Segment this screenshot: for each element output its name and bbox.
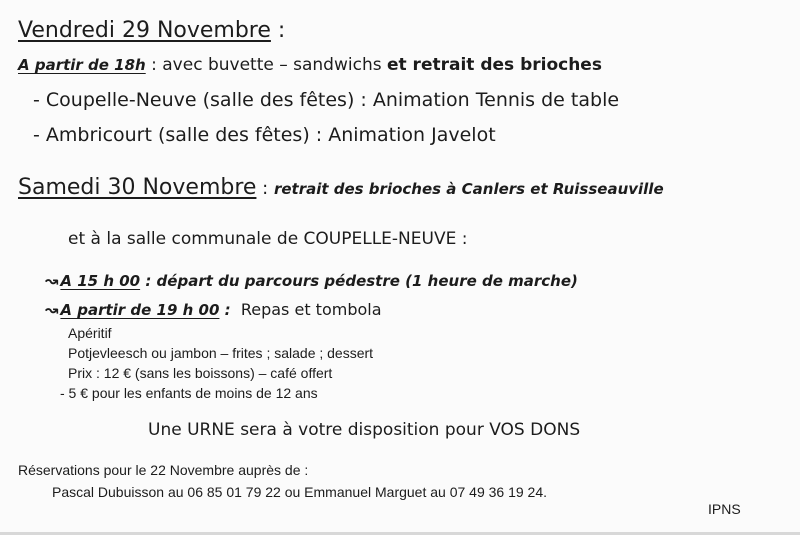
friday-item-1-dash: - xyxy=(33,89,46,111)
friday-item-1 xyxy=(33,89,619,111)
friday-item-1-text: Coupelle-Neuve (salle des fêtes) : Animation Tennis de table xyxy=(45,89,620,111)
meal-colon: : xyxy=(219,301,231,319)
friday-item-2 xyxy=(33,124,496,146)
menu-item-price: Prix : 12 € (sans les boissons) – café offert xyxy=(68,365,333,381)
saturday-heading-colon: : xyxy=(256,178,274,199)
meal-desc: Repas et tombola xyxy=(240,300,382,319)
menu-item-children-price: - 5 € pour les enfants de moins de 12 ans xyxy=(60,385,318,401)
saturday-heading-line xyxy=(18,175,664,200)
friday-heading-colon: : xyxy=(270,18,286,43)
menu-item-meal: Potjevleesch ou jambon – frites ; salade ; dessert xyxy=(68,345,374,361)
friday-item-2-text: Ambricourt (salle des fêtes) : Animation Javelot xyxy=(45,124,496,146)
friday-heading: Vendredi 29 Novembre xyxy=(18,18,271,43)
saturday-heading: Samedi 30 Novembre xyxy=(18,175,257,200)
saturday-venue: et à la salle communale de COUPELLE-NEUVE : xyxy=(68,229,468,249)
saturday-desc: retrait des brioches à Canlers et Ruisseauville xyxy=(273,180,664,198)
friday-time: A partir de 18h xyxy=(18,56,146,74)
friday-desc-prefix: : avec buvette – sandwichs xyxy=(145,55,387,75)
urne-notice: Une URNE sera à votre disposition pour VOS DONS xyxy=(148,420,581,440)
bullet-arrow-icon: ↝ xyxy=(45,300,59,319)
footer-ipns: IPNS xyxy=(708,501,741,517)
friday-heading-line xyxy=(18,18,285,43)
friday-desc-bold: et retrait des brioches xyxy=(386,55,602,75)
walk-time: A 15 h 00 xyxy=(60,272,141,290)
meal-time: A partir de 19 h 00 xyxy=(60,301,220,319)
friday-item-2-dash: - xyxy=(33,124,46,146)
friday-desc-line xyxy=(18,55,602,75)
reservation-line-2: Pascal Dubuisson au 06 85 01 79 22 ou Emmanuel Marguet au 07 49 36 19 24. xyxy=(52,484,548,500)
meal-line xyxy=(45,300,382,319)
bullet-arrow-icon: ↝ xyxy=(45,271,59,290)
walk-line xyxy=(45,271,578,290)
walk-desc: : départ du parcours pédestre (1 heure de marche) xyxy=(140,272,578,290)
reservation-line-1: Réservations pour le 22 Novembre auprès de : xyxy=(18,462,309,478)
menu-item-aperitif: Apéritif xyxy=(68,325,112,341)
